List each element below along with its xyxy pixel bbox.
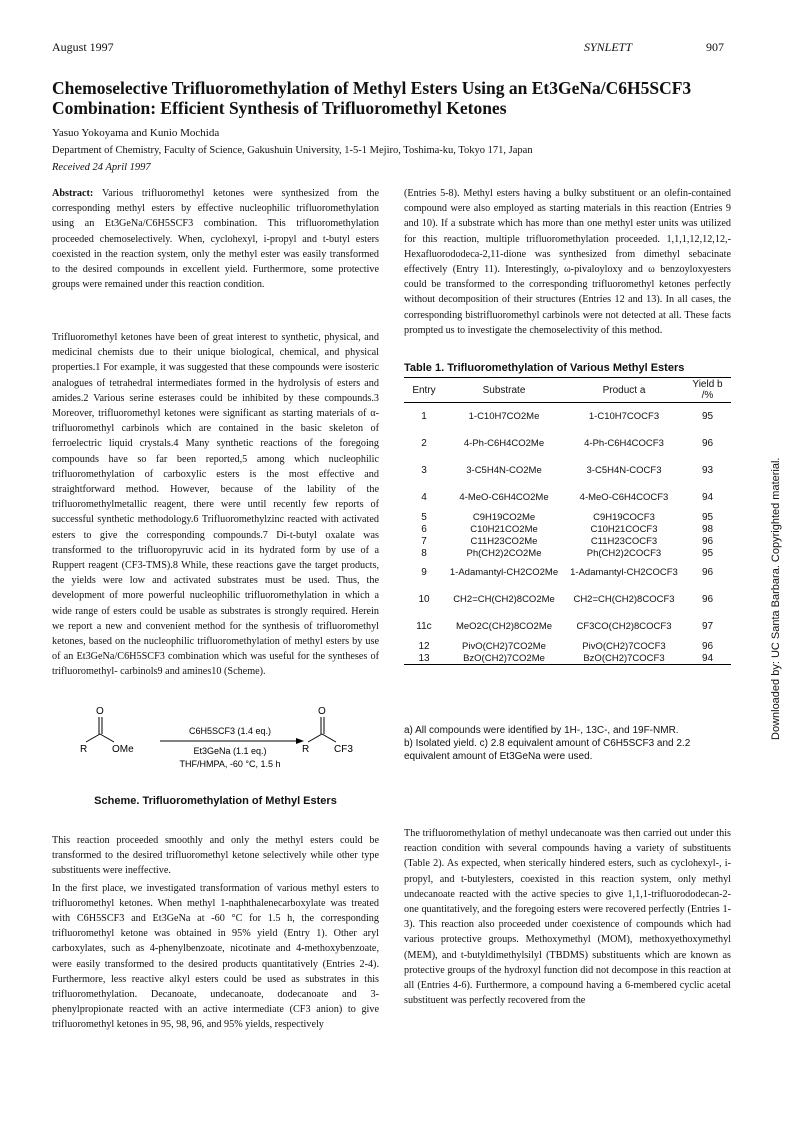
- table-header-yield: Yield b /%: [684, 378, 731, 403]
- table-row: [404, 535, 731, 547]
- table-cell-yield: 94: [701, 492, 714, 503]
- scheme-bond: [322, 734, 336, 742]
- table-cell-product: 1-C10H7COCF3: [588, 411, 660, 422]
- results-text-a: This reaction proceeded smoothly and only the methyl esters could be transformed to the desired trifluoromethyl ketone selectively while other type substituents were ineffective.: [52, 835, 379, 877]
- table-footnotes: [404, 724, 731, 763]
- table-cell-yield: 96: [701, 535, 714, 547]
- table-cell-substrate: Ph(CH2)2CO2Me: [466, 547, 542, 559]
- title-line-2: Combination: Efficient Synthesis of Trifluoromethyl Ketones: [52, 98, 507, 118]
- table-cell-substrate: 4-Ph-C6H4CO2Me: [463, 438, 545, 449]
- discussion-text: (Entries 5-8). Methyl esters having a bulky substituent or an olefin-contained compound were also employed as starting materials in this reaction (Entries 9 and 10). If a substrate which has more than one methyl ester units was utilized for this reaction, multiple trifluoromethylation proceeded. 1,1,1,12,12,12,-Hexafluorododeca-2,11-dione was synthesized from dimethyl sebacinate effectively (Entry 11). Interestingly, ω-pivaloyloxy and ω benzoyloxyesters could be transformed to the corresponding trifluoromethyl ketones perfectly without decomposition of their structures (Entries 12 and 13). In all cases, the corresponding bistrifluoromethyl carbinols were not detected at all. These facts prompted us to investigate the chemoselectivity of this method.: [404, 188, 731, 336]
- table-cell-yield: 96: [701, 567, 714, 578]
- table-cell-substrate: C11H23CO2Me: [470, 535, 538, 547]
- table-cell-product: BzO(CH2)7COCF3: [564, 652, 684, 665]
- scheme-reagent-2: Et3GeNa (1.1 eq.): [193, 746, 267, 756]
- table-cell-substrate: 3-C5H4N-CO2Me: [466, 465, 542, 476]
- table-footnote-b: b) Isolated yield. c) 2.8 equivalent amount of C6H5SCF3 and 2.2 equivalent amount of Et3GeNa were used.: [404, 738, 691, 762]
- table-cell-product: C10H21COCF3: [590, 523, 658, 535]
- authors: Yasuo Yokoyama and Kunio Mochida: [52, 127, 220, 139]
- results-text-b: In the first place, we investigated transformation of various methyl esters to trifluoromethyl ketones. When methyl 1-naphthalenecarboxylate was treated with C6H5SCF3 and Et3GeNa at -60 °C for 1.5 h, the corresponding trifluoromethyl ketone was obtained in 95% yield (Entry 1). Other aryl carboxylates, such as 4-phenylbenzoate, nicotinate and 4-methoxybenzoate, were easily transformed to the desired products quantitatively (Entries 2-4). Furthermore, less reactive alkyl esters could be used as substrates in this trifluoromethylation. Decanoate, undecanoate, dodecanoate and 3-phenylpropionate reacted with an active intermediate (CF3 anion) to give trifluoromethyl ketones in 95, 98, 96, and 95% yields, respectively: [52, 882, 379, 1031]
- table-row: [404, 613, 731, 640]
- header-date: August 1997: [52, 40, 114, 54]
- table-cell-entry: 1: [421, 411, 427, 422]
- table-cell-entry: 7: [421, 535, 427, 547]
- table-header-substrate: Substrate: [444, 378, 564, 403]
- table-cell-product: C9H19COCF3: [593, 511, 655, 523]
- table-row: [404, 457, 731, 484]
- table-cell-yield: 97: [701, 621, 714, 632]
- abstract-label: Abstract:: [52, 188, 94, 199]
- scheme-ome: OMe: [112, 744, 134, 755]
- results-table: [404, 377, 731, 665]
- title-line-1: Chemoselective Trifluoromethylation of Methyl Esters Using an Et3GeNa/C6H5SCF3: [52, 78, 692, 98]
- table-cell-yield: 94: [684, 652, 731, 665]
- table-cell-entry: 2: [421, 438, 427, 449]
- table-row: [404, 430, 731, 457]
- table-row: [404, 559, 731, 586]
- received-date: Received 24 April 1997: [52, 162, 151, 173]
- table-cell-yield: 96: [701, 640, 714, 652]
- intro-paragraph: [52, 330, 379, 680]
- table-caption: Table 1. Trifluoromethylation of Various Methyl Esters: [404, 362, 685, 374]
- scheme-conditions: THF/HMPA, -60 °C, 1.5 h: [179, 759, 281, 769]
- table-cell-product: 4-Ph-C6H4COCF3: [584, 438, 664, 449]
- table-cell-entry: 13: [404, 652, 444, 665]
- table-cell-yield: 96: [701, 594, 714, 605]
- table-cell-product: C11H23COCF3: [590, 535, 658, 547]
- results-paragraph: [52, 833, 379, 1033]
- table-row: [404, 652, 731, 665]
- table-cell-yield: 93: [701, 465, 714, 476]
- table-cell-product: 4-MeO-C6H4COCF3: [579, 492, 669, 503]
- table-footnote-a: a) All compounds were identified by 1H-, 13C-, and 19F-NMR.: [404, 725, 679, 736]
- table-header-entry: Entry: [404, 378, 444, 403]
- table-cell-substrate: PivO(CH2)7CO2Me: [462, 640, 546, 652]
- affiliation: Department of Chemistry, Faculty of Science, Gakushuin University, 1-5-1 Mejiro, Toshima-ku, Tokyo 171, Japan: [52, 145, 533, 156]
- table-cell-entry: 3: [421, 465, 427, 476]
- abstract-text: Various trifluoromethyl ketones were synthesized from the corresponding methyl esters by effective nucleophilic trifluoromethylation using an Et3GeNa/C6H5SCF3 combination. This trifluoromethylation proceeded chemoselectively. When, cyclohexyl, i-propyl and t-butyl esters coexisted in the reaction system, only the methyl ester was easily transformed to the desired compounds in excellent yield. Furthermore, some protective groups were remained under this reaction condition.: [52, 188, 379, 291]
- header-page: 907: [706, 40, 724, 54]
- table-cell-product: CH2=CH(CH2)8COCF3: [573, 594, 675, 605]
- table-cell-substrate: C9H19CO2Me: [472, 511, 536, 523]
- table-header-row: [404, 378, 731, 403]
- table-cell-substrate: C10H21CO2Me: [470, 523, 538, 535]
- header-journal: SYNLETT: [584, 40, 633, 54]
- scheme-o-left: O: [96, 706, 104, 717]
- intro-text: Trifluoromethyl ketones have been of great interest to synthetic, physical, and medicinal chemists due to their unique biological, chemical, and physical properties.1 For example, it was suggested that these compounds were isosteric analogues of tetrahedral intermediates formed in the hydrolysis of esters and amides.2 Various serine esterases could be inhibited by these compounds.3 Moreover, trifluoromethyl ketones were significant as starting materials of α-trifluoromethyl carbinols which are contained in the basic skeleton of ferroelectric liquid crystals.4 Many synthetic reactions of the foregoing compounds have so far been reported,5 among which nucleophilic trifluoromethylation of carboxylic esters is the most effective and straightforward method. However, because of the lability of the trifluoromethylmetallic reagent, there were until recently few reports of successful synthetic methodology.6 Trifluoromethylzinc reacted with activated esters to give the corresponding compounds.7 Di-t-butyl oxalate was transformed to the trifluoropyruvic acid in its hydrated form by use of a Ruppert reagent (CF3-TMS).8 While, these reactions gave the target products, the yields were low and activated substrates must be used. Thus, the development of more powerful nucleophilic trifluoromethylation in which a wide range of esters could be usable as substrates is strongly required. Herein we report a new and convenient method for the synthesis of trifluoromethyl ketones, based on the nucleophilic trifluoromethylation of methyl esters by use of an Et3GeNa/C6H5SCF3 combination which was useful for the syntheses of trifluoromethyl- carbinols9 and amines10 (Scheme).: [52, 332, 379, 678]
- scheme-reagent-1: C6H5SCF3 (1.4 eq.): [188, 726, 272, 736]
- table-cell-substrate: 4-MeO-C6H4CO2Me: [459, 492, 549, 503]
- download-notice: Downloaded by: UC Santa Barbara. Copyrighted material.: [770, 457, 782, 740]
- table-cell-entry: 4: [421, 492, 427, 503]
- chemoselectivity-paragraph: [404, 826, 731, 1008]
- table-cell-substrate: BzO(CH2)7CO2Me: [444, 652, 564, 665]
- scheme-bond: [100, 734, 114, 742]
- table-cell-yield: 95: [701, 547, 714, 559]
- table-cell-substrate: 1-Adamantyl-CH2CO2Me: [449, 567, 559, 578]
- table-cell-product: 1-Adamantyl-CH2COCF3: [570, 567, 678, 578]
- table-row: [404, 586, 731, 613]
- table-cell-product: 3-C5H4N-COCF3: [586, 465, 662, 476]
- reaction-scheme: [80, 704, 370, 792]
- scheme-o-right: O: [318, 706, 326, 717]
- table-cell-substrate: 1-C10H7CO2Me: [468, 411, 540, 422]
- scheme-cf3: CF3: [334, 744, 353, 755]
- table-row: [404, 523, 731, 535]
- abstract: [52, 186, 379, 292]
- table-cell-yield: 96: [701, 438, 714, 449]
- table-cell-product: CF3CO(CH2)8COCF3: [576, 621, 672, 632]
- table-cell-substrate: MeO2C(CH2)8CO2Me: [455, 621, 553, 632]
- scheme-r-left: R: [80, 744, 88, 755]
- chemoselectivity-text: The trifluoromethylation of methyl undecanoate was then carried out under this reaction condition with several compounds having a variety of substituents (Table 2). As expected, when sterically hindered esters, such as cyclohexyl-, i-propyl, and t-butylesters, coexisted in this reaction system, only methyl undecanoate reacted with the active species to give 1,1,1-trifluorododecan-2-one quantitatively, and the foregoing esters were recovered perfectly (Entries 1-3). This reaction also proceeded under coexistence of compounds which had various protective groups. Methoxymethyl (MOM), methoxyethoxymethyl (MEM), and t-butyldimethylsilyl (TBDMS) substituents which are known as protective groups of the hydroxyl function did not decompose in this reaction at all (Entries 4-6). Furthermore, a compound having a 6-membered cyclic acetal substituent was perfectly recovered from the: [404, 828, 731, 1007]
- table-cell-entry: 5: [421, 511, 427, 523]
- discussion-paragraph: [404, 186, 731, 338]
- table-cell-product: PivO(CH2)7COCF3: [582, 640, 666, 652]
- paper-title: [52, 78, 752, 118]
- table-header-product: Product a: [564, 378, 684, 403]
- table-cell-entry: 8: [421, 547, 427, 559]
- scheme-bond: [86, 734, 100, 742]
- table-cell-entry: 6: [421, 523, 427, 535]
- table-row: [404, 403, 731, 431]
- scheme-r-right: R: [302, 744, 310, 755]
- table-cell-product: Ph(CH2)2COCF3: [586, 547, 662, 559]
- table-row: [404, 547, 731, 559]
- table-cell-entry: 9: [421, 567, 427, 578]
- table-cell-entry: 10: [418, 594, 430, 605]
- scheme-caption: Scheme. Trifluoromethylation of Methyl Esters: [94, 795, 337, 807]
- table-cell-entry: 11c: [416, 621, 432, 632]
- table-cell-substrate: CH2=CH(CH2)8CO2Me: [453, 594, 555, 605]
- table-cell-yield: 95: [701, 411, 714, 422]
- table-row: [404, 640, 731, 652]
- table-cell-yield: 98: [701, 523, 714, 535]
- table-cell-yield: 95: [701, 511, 714, 523]
- table-cell-entry: 12: [418, 640, 430, 652]
- table-row: [404, 511, 731, 523]
- table-row: [404, 484, 731, 511]
- scheme-bond: [308, 734, 322, 742]
